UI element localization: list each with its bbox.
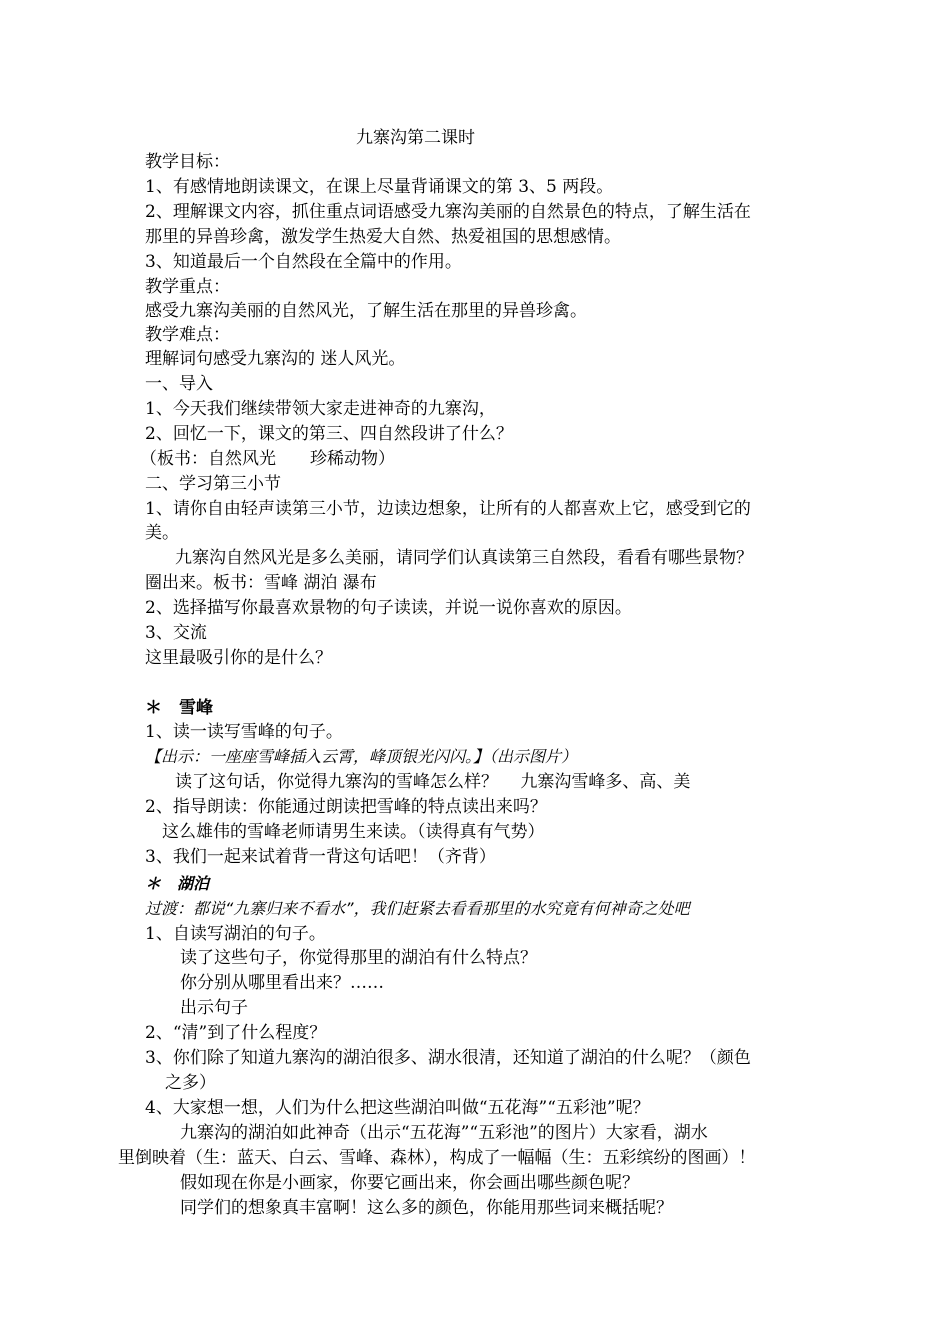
text-line: 你分别从哪里看出来？……	[180, 973, 384, 993]
text-line: 出示句子	[180, 998, 248, 1018]
text-line: 2、选择描写你最喜欢景物的句子读读，并说一说你喜欢的原因。	[145, 598, 632, 618]
text-line: 那里的异兽珍禽，激发学生热爱大自然、热爱祖国的思想感情。	[145, 227, 621, 247]
text-line: 同学们的想象真丰富啊！这么多的颜色，你能用那些词来概括呢？	[180, 1198, 673, 1218]
section-heading: 二、学习第三小节	[145, 474, 281, 494]
text-line: 理解词句感受九寨沟的 迷人风光。	[145, 349, 406, 369]
text-line: 3、你们除了知道九寨沟的湖泊很多、湖水很清，还知道了湖泊的什么呢？（颜色	[145, 1048, 751, 1068]
text-line: 读了这些句子，你觉得那里的湖泊有什么特点？	[180, 948, 537, 968]
text-line: 这里最吸引你的是什么？	[145, 648, 332, 668]
text-line: 圈出来。板书：雪峰 湖泊 瀑布	[145, 573, 377, 593]
section-heading: 一、导入	[145, 374, 213, 394]
text-line: 1、自读写湖泊的句子。	[145, 924, 326, 944]
text-line: 读了这句话，你觉得九寨沟的雪峰怎么样？ 九寨沟雪峰多、高、美	[175, 772, 691, 792]
text-line: 之多）	[165, 1073, 216, 1093]
text-line: 美。	[145, 523, 179, 543]
page-title: 九寨沟第二课时	[356, 128, 475, 148]
text-line: 2、指导朗读：你能通过朗读把雪峰的特点读出来吗？	[145, 797, 547, 817]
text-line: 里倒映着（生：蓝天、白云、雪峰、森林），构成了一幅幅（生：五彩缤纷的图画）！	[118, 1148, 756, 1168]
text-line: 3、知道最后一个自然段在全篇中的作用。	[145, 252, 462, 272]
text-line: 1、读一读写雪峰的句子。	[145, 722, 343, 742]
text-line: 1、今天我们继续带领大家走进神奇的九寨沟，	[145, 399, 496, 419]
text-line: 这么雄伟的雪峰老师请男生来读。（读得真有气势）	[162, 822, 545, 842]
heading-difficulties: 教学难点：	[145, 325, 230, 345]
text-line: 3、我们一起来试着背一背这句话吧！（齐背）	[145, 847, 496, 867]
text-line: 九寨沟自然风光是多么美丽，请同学们认真读第三自然段，看看有哪些景物？	[175, 548, 753, 568]
text-line: 九寨沟的湖泊如此神奇（出示“五花海”“五彩池”的图片）大家看，湖水	[180, 1123, 708, 1143]
text-line: 感受九寨沟美丽的自然风光，了解生活在那里的异兽珍禽。	[145, 301, 587, 321]
heading-key-points: 教学重点：	[145, 277, 230, 297]
transition-line: 过渡：都说“九寨归来不看水”，我们赶紧去看看那里的水究竟有何神奇之处吧	[145, 899, 690, 918]
text-line: （板书：自然风光 珍稀动物）	[140, 449, 395, 469]
text-line: 1、有感情地朗读课文，在课上尽量背诵课文的第 3、5 两段。	[145, 177, 614, 197]
subheading-snow-peak: ＊ 雪峰	[145, 698, 213, 718]
text-line: 3、交流	[145, 623, 207, 643]
quote-line: 【出示：一座座雪峰插入云霄，峰顶银光闪闪。】（出示图片）	[145, 747, 578, 766]
heading-objectives: 教学目标：	[145, 152, 230, 172]
text-line: 2、理解课文内容，抓住重点词语感受九寨沟美丽的自然景色的特点，了解生活在	[145, 202, 751, 222]
text-line: 1、请你自由轻声读第三小节，边读边想象，让所有的人都喜欢上它，感受到它的	[145, 499, 751, 519]
text-line: 2、回忆一下，课文的第三、四自然段讲了什么？	[145, 424, 513, 444]
text-line: 4、大家想一想，人们为什么把这些湖泊叫做“五花海”“五彩池”呢？	[145, 1098, 650, 1118]
subheading-lake: ＊ 湖泊	[145, 874, 210, 893]
text-line: 2、“清”到了什么程度？	[145, 1023, 327, 1043]
text-line: 假如现在你是小画家，你要它画出来，你会画出哪些颜色呢？	[180, 1173, 639, 1193]
